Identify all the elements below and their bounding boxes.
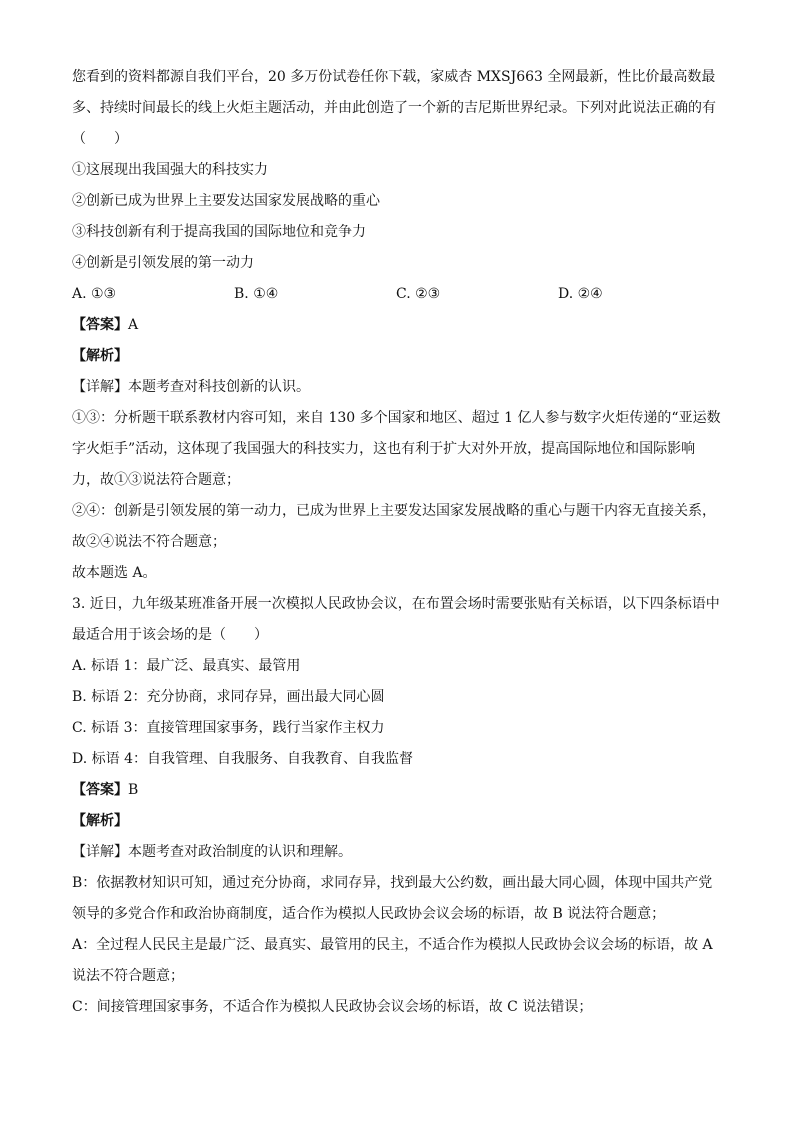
q2-options bbox=[72, 279, 732, 310]
q2-answer bbox=[72, 310, 732, 341]
q2-option-b: B. ①④ bbox=[234, 286, 279, 302]
detail-line: ①③：分析题干联系教材内容可知，来自 130 多个国家和地区、超过 1 亿人参与数字火炬传递的“亚运数 bbox=[72, 410, 721, 426]
q3-option-b: B. 标语 2：充分协商，求同存异，画出最大同心圆 bbox=[72, 689, 385, 705]
detail-line: 字火炬手”活动，这体现了我国强大的科技实力，这也有利于扩大对外开放，提高国际地位和国际影响 bbox=[72, 441, 696, 457]
q3-stem-line: 3. 近日，九年级某班准备开展一次模拟人民政协会议，在布置会场时需要张贴有关标语，以下四条标语中 bbox=[72, 596, 720, 612]
detail-line: 【详解】本题考查对政治制度的认识和理解。 bbox=[72, 844, 352, 860]
detail-line: B：依据教材知识可知，通过充分协商，求同存异，找到最大公约数，画出最大同心圆，体现中国共产党 bbox=[72, 875, 713, 891]
document-page bbox=[72, 62, 732, 1023]
detail-line: 力，故①③说法符合题意； bbox=[72, 472, 240, 488]
text-line: 您看到的资料都源自我们平台，20 多万份试卷任你下载，家威杏 MXSJ663 全网最新，性比价最高数最 bbox=[72, 69, 716, 85]
answer-value: B bbox=[128, 782, 139, 798]
detail-line: A：全过程人民民主是最广泛、最真实、最管用的民主，不适合作为模拟人民政协会议会场的标语，故 A bbox=[72, 937, 713, 953]
detail-line: 【详解】本题考查对科技创新的认识。 bbox=[72, 379, 310, 395]
q3-answer bbox=[72, 775, 732, 806]
q3-stem-line: 最适合用于该会场的是（ ） bbox=[72, 627, 268, 643]
answer-value: A bbox=[128, 317, 139, 333]
text-line: 多、持续时间最长的线上火炬主题活动，并由此创造了一个新的吉尼斯世界纪录。下列对此说法正确的有 bbox=[72, 100, 716, 116]
statement-1: ①这展现出我国强大的科技实力 bbox=[72, 162, 268, 178]
detail-line: C：间接管理国家事务，不适合作为模拟人民政协会议会场的标语，故 C 说法错误； bbox=[72, 999, 593, 1015]
detail-line: ②④：创新是引领发展的第一动力，已成为世界上主要发达国家发展战略的重心与题干内容无直接关系， bbox=[72, 503, 716, 519]
q3-analysis-heading: 【解析】 bbox=[72, 813, 128, 829]
q2-option-c: C. ②③ bbox=[396, 286, 441, 302]
q2-analysis-heading: 【解析】 bbox=[72, 348, 128, 364]
q3-option-a: A. 标语 1：最广泛、最真实、最管用 bbox=[72, 658, 301, 674]
detail-line: 领导的多党合作和政治协商制度，适合作为模拟人民政协会议会场的标语，故 B 说法符合题意； bbox=[72, 906, 666, 922]
q2-option-d: D. ②④ bbox=[558, 286, 603, 302]
answer-tag: 【答案】 bbox=[72, 782, 128, 798]
q2-option-a: A. ①③ bbox=[72, 286, 117, 302]
statement-3: ③科技创新有利于提高我国的国际地位和竞争力 bbox=[72, 224, 366, 240]
detail-line: 故②④说法不符合题意； bbox=[72, 534, 226, 550]
answer-tag: 【答案】 bbox=[72, 317, 128, 333]
q3-option-d: D. 标语 4：自我管理、自我服务、自我教育、自我监督 bbox=[72, 751, 413, 767]
detail-line: 故本题选 A。 bbox=[72, 565, 157, 581]
q3-option-c: C. 标语 3：直接管理国家事务，践行当家作主权力 bbox=[72, 720, 385, 736]
text-line: （ ） bbox=[72, 131, 128, 147]
detail-line: 说法不符合题意； bbox=[72, 968, 184, 984]
statement-4: ④创新是引领发展的第一动力 bbox=[72, 255, 254, 271]
statement-2: ②创新已成为世界上主要发达国家发展战略的重心 bbox=[72, 193, 380, 209]
